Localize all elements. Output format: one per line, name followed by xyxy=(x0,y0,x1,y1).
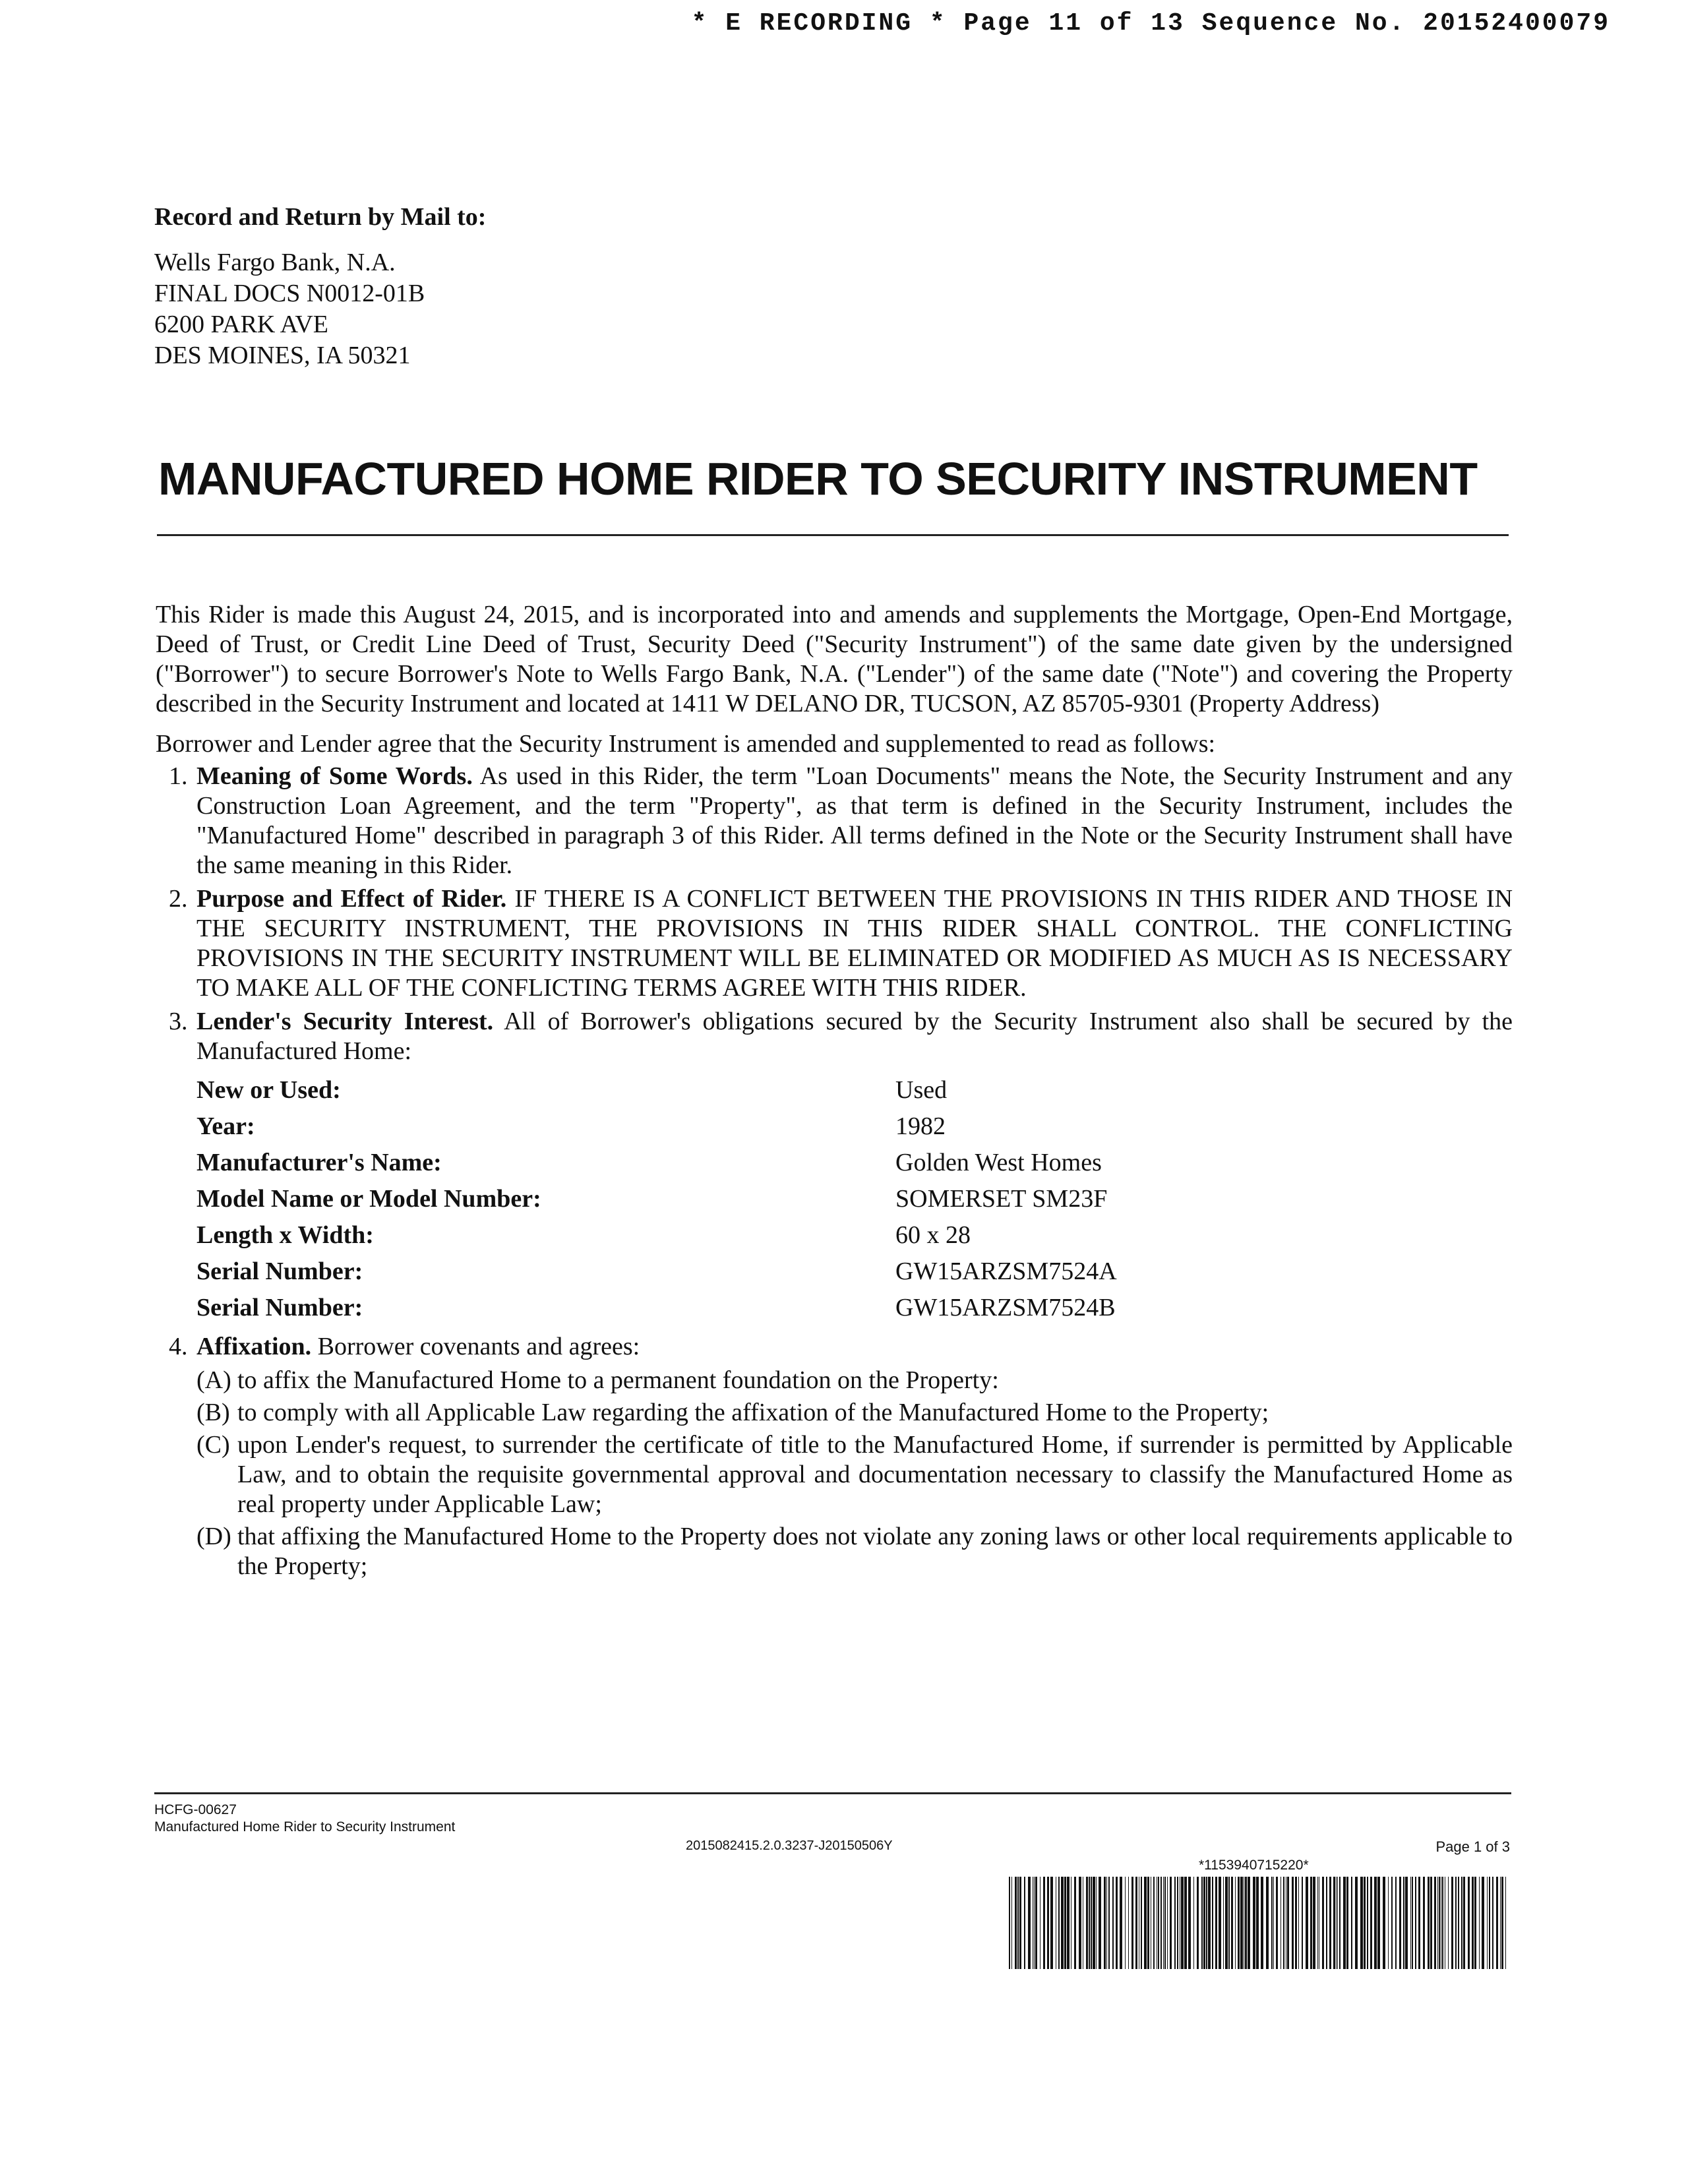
barcode-bar xyxy=(1047,1877,1049,1969)
barcode-icon xyxy=(1009,1877,1510,1969)
barcode-bar xyxy=(1468,1877,1470,1969)
barcode-bar xyxy=(1442,1877,1443,1969)
barcode-bar xyxy=(1144,1877,1147,1969)
footer-divider xyxy=(154,1792,1511,1794)
spec-value: SOMERSET SM23F xyxy=(895,1185,1108,1213)
agreement-line: Borrower and Lender agree that the Security Instrument is amended and supplemented to read as follows: xyxy=(156,730,1216,758)
barcode-bar xyxy=(1153,1877,1155,1969)
title-divider xyxy=(157,534,1509,536)
barcode-bar xyxy=(1067,1877,1070,1969)
barcode-bar xyxy=(1418,1877,1420,1969)
barcode-bar xyxy=(1091,1877,1092,1969)
barcode-bar xyxy=(1112,1877,1114,1969)
barcode-bar xyxy=(1383,1877,1385,1969)
section-heading: Purpose and Effect of Rider. xyxy=(196,885,507,913)
section-heading: Lender's Security Interest. xyxy=(196,1008,494,1035)
return-address-line: 6200 PARK AVE xyxy=(154,311,328,338)
barcode-bar xyxy=(1050,1877,1053,1969)
barcode-bar xyxy=(1405,1877,1408,1969)
barcode-bar xyxy=(1231,1877,1233,1969)
barcode-bar xyxy=(1160,1877,1162,1969)
barcode-bar xyxy=(1403,1877,1404,1969)
barcode-bar xyxy=(1360,1877,1363,1969)
affixation-item xyxy=(196,1430,1513,1519)
return-address-line: DES MOINES, IA 50321 xyxy=(154,342,411,369)
barcode-bar xyxy=(1337,1877,1338,1969)
barcode-bar xyxy=(1215,1877,1217,1969)
section-number: 1. xyxy=(169,762,188,790)
spec-row xyxy=(196,1184,1117,1221)
barcode-bar xyxy=(1240,1877,1243,1969)
barcode-bar xyxy=(1256,1877,1259,1969)
barcode-bar xyxy=(1116,1877,1118,1969)
barcode-bar xyxy=(1355,1877,1358,1969)
barcode-bar xyxy=(1015,1877,1017,1969)
barcode-bar xyxy=(1410,1877,1411,1969)
barcode-bar xyxy=(1306,1877,1308,1969)
barcode-bar xyxy=(1208,1877,1211,1969)
barcode-bar xyxy=(1158,1877,1159,1969)
barcode-bar xyxy=(1253,1877,1255,1969)
barcode-bar xyxy=(1326,1877,1327,1969)
spec-label: Serial Number: xyxy=(196,1258,363,1285)
barcode-bar xyxy=(1489,1877,1490,1969)
barcode-bar xyxy=(1322,1877,1324,1969)
item-text: upon Lender's request, to surrender the certificate of title to the Manufactured Home, if surrender is permitted by Applicable Law, and to obtain the requisite governmental approval and documentation necessary to classify the Manufactured Home as real property under Applicable Law; xyxy=(237,1431,1513,1518)
barcode-bar xyxy=(1035,1877,1037,1969)
barcode-bar xyxy=(1333,1877,1335,1969)
barcode-bar xyxy=(1423,1877,1425,1969)
barcode-bar xyxy=(1336,1877,1337,1969)
spec-value: Used xyxy=(895,1076,948,1104)
barcode-bar xyxy=(1058,1877,1060,1969)
spec-label: Serial Number: xyxy=(196,1294,363,1321)
section-security-interest xyxy=(156,1007,1513,1066)
section-text: All of Borrower's obligations secured by the Security Instrument also shall be secured by the Manufactured Home: xyxy=(196,1008,1513,1065)
barcode-bar xyxy=(1203,1877,1205,1969)
barcode-bar xyxy=(1346,1877,1348,1969)
barcode-bar xyxy=(1079,1877,1081,1969)
barcode-bar xyxy=(1093,1877,1095,1969)
barcode-bar xyxy=(1238,1877,1240,1969)
barcode-bar xyxy=(1131,1877,1133,1969)
barcode-bar xyxy=(1108,1877,1110,1969)
barcode-bar xyxy=(1374,1877,1377,1969)
spec-label: Year: xyxy=(196,1112,255,1140)
barcode-bar xyxy=(1125,1877,1126,1969)
spec-label: Manufacturer's Name: xyxy=(196,1149,442,1176)
barcode-bar xyxy=(1147,1877,1149,1969)
barcode-bar xyxy=(1276,1877,1278,1969)
barcode-bar xyxy=(1261,1877,1263,1969)
section-affixation xyxy=(156,1332,1513,1362)
form-name: Manufactured Home Rider to Security Instrument xyxy=(154,1819,456,1835)
barcode-bar xyxy=(1061,1877,1064,1969)
barcode-bar xyxy=(1292,1877,1294,1969)
barcode-bar xyxy=(1343,1877,1346,1969)
barcode-bar xyxy=(1043,1877,1045,1969)
barcode-bar xyxy=(1313,1877,1315,1969)
section-number: 2. xyxy=(169,885,188,913)
recording-header: * E RECORDING * Page 11 of 13 Sequence No. 20152400079 xyxy=(691,9,1610,38)
spec-value: GW15ARZSM7524A xyxy=(895,1258,1117,1285)
barcode-bar xyxy=(1245,1877,1247,1969)
section-heading: Affixation. xyxy=(196,1333,312,1360)
barcode-bar xyxy=(1482,1877,1484,1969)
spec-label: Length x Width: xyxy=(196,1221,374,1249)
barcode-bar xyxy=(1412,1877,1413,1969)
barcode-bar xyxy=(1339,1877,1341,1969)
spec-row xyxy=(196,1148,1117,1184)
spec-value: 1982 xyxy=(895,1112,946,1140)
barcode-bar xyxy=(1302,1877,1303,1969)
barcode-bar xyxy=(1434,1877,1436,1969)
barcode-bar xyxy=(1439,1877,1440,1969)
barcode-bar xyxy=(1064,1877,1066,1969)
form-identifier xyxy=(154,1802,455,1836)
barcode-bar xyxy=(1219,1877,1221,1969)
barcode-bar xyxy=(1135,1877,1137,1969)
spec-value: Golden West Homes xyxy=(895,1149,1102,1176)
intro-paragraph: This Rider is made this August 24, 2015, and is incorporated into and amends and supplements the Mortgage, Open-End Mortgage, Deed of Trust, or Credit Line Deed of Trust, Security Deed ("Security Instrument") of the same date given by the undersigned ("Borrower") to secure Borrower's Note to Wells Fargo Bank, N.A. ("Lender") of the same date ("Note") and covering the Property described in the Security Instrument and located at 1411 W DELANO DR, TUCSON, AZ 85705-9301 (Property Address) xyxy=(156,601,1513,717)
barcode-bar xyxy=(1104,1877,1106,1969)
barcode-bar xyxy=(1472,1877,1474,1969)
barcode-bar xyxy=(1487,1877,1488,1969)
barcode-bar xyxy=(1283,1877,1284,1969)
item-text: that affixing the Manufactured Home to the Property does not violate any zoning laws or other local requirements applicable to the Property; xyxy=(237,1523,1513,1580)
barcode-bar xyxy=(1463,1877,1465,1969)
affixation-item xyxy=(196,1398,1513,1428)
barcode-bar xyxy=(1388,1877,1389,1969)
barcode-bar xyxy=(1019,1877,1021,1969)
document-reference: 2015082415.2.0.3237-J20150506Y xyxy=(686,1838,893,1853)
section-heading: Meaning of Some Words. xyxy=(196,762,473,790)
spec-row xyxy=(196,1293,1117,1329)
barcode-bar xyxy=(1225,1877,1228,1969)
section-number: 4. xyxy=(169,1333,188,1360)
section-purpose-effect xyxy=(156,884,1513,1003)
barcode-bar xyxy=(1163,1877,1164,1969)
barcode-bar xyxy=(1223,1877,1224,1969)
barcode-bar xyxy=(1011,1877,1012,1969)
barcode-bar xyxy=(1188,1877,1191,1969)
spec-row xyxy=(196,1221,1117,1257)
item-text: to comply with all Applicable Law regarding the affixation of the Manufactured Home to the Property; xyxy=(237,1399,1269,1426)
barcode-bar xyxy=(1451,1877,1453,1969)
return-address-block xyxy=(154,202,486,371)
barcode-bar xyxy=(1184,1877,1187,1969)
manufactured-home-specs xyxy=(196,1076,1117,1329)
barcode-bar xyxy=(1206,1877,1207,1969)
rider-body xyxy=(156,600,1513,1584)
spec-value: GW15ARZSM7524B xyxy=(895,1294,1116,1321)
section-meaning-of-words xyxy=(156,762,1513,880)
item-text: to affix the Manufactured Home to a permanent foundation on the Property: xyxy=(237,1366,999,1394)
barcode-bar xyxy=(1317,1877,1318,1969)
barcode-bar xyxy=(1437,1877,1438,1969)
barcode-bar xyxy=(1086,1877,1088,1969)
barcode-bar xyxy=(1364,1877,1366,1969)
barcode-bar xyxy=(1248,1877,1250,1969)
item-letter: (A) xyxy=(196,1366,231,1394)
barcode-bar xyxy=(1458,1877,1459,1969)
barcode-bar xyxy=(1367,1877,1368,1969)
spec-row xyxy=(196,1257,1117,1293)
barcode-bar xyxy=(1474,1877,1476,1969)
barcode-bar xyxy=(1273,1877,1274,1969)
barcode-caption: *11539407152​20* xyxy=(1199,1858,1309,1873)
section-text: Borrower covenants and agrees: xyxy=(317,1333,640,1360)
barcode-bar xyxy=(1430,1877,1432,1969)
barcode-bar xyxy=(1024,1877,1025,1969)
barcode-bar xyxy=(1415,1877,1416,1969)
return-heading: Record and Return by Mail to: xyxy=(154,203,487,231)
barcode-bar xyxy=(1106,1877,1107,1969)
barcode-bar xyxy=(1017,1877,1019,1969)
barcode-bar xyxy=(1287,1877,1289,1969)
barcode-bar xyxy=(1074,1877,1076,1969)
barcode-bar xyxy=(1505,1877,1506,1969)
barcode-bar xyxy=(1391,1877,1393,1969)
barcode-bar xyxy=(1479,1877,1480,1969)
barcode-bar xyxy=(1298,1877,1299,1969)
page-indicator: Page 1 of 3 xyxy=(1435,1838,1510,1855)
barcode-bar xyxy=(1164,1877,1166,1969)
barcode-bar xyxy=(1501,1877,1503,1969)
barcode-bar xyxy=(1448,1877,1449,1969)
barcode-bar xyxy=(1099,1877,1101,1969)
barcode-bar xyxy=(1492,1877,1493,1969)
barcode-bar xyxy=(1295,1877,1297,1969)
barcode-bar xyxy=(1399,1877,1401,1969)
document-title: MANUFACTURED HOME RIDER TO SECURITY INSTRUMENT xyxy=(158,453,1478,504)
barcode-bar xyxy=(1395,1877,1397,1969)
item-letter: (B) xyxy=(196,1399,230,1426)
affixation-item xyxy=(196,1366,1513,1395)
spec-row xyxy=(196,1076,1117,1112)
affixation-item xyxy=(196,1522,1513,1581)
item-letter: (C) xyxy=(196,1431,230,1459)
section-number: 3. xyxy=(169,1008,188,1035)
spec-label: New or Used: xyxy=(196,1076,341,1104)
barcode-bar xyxy=(1167,1877,1168,1969)
barcode-bar xyxy=(1120,1877,1122,1969)
return-address-line: FINAL DOCS N0012-01B xyxy=(154,280,425,307)
spec-value: 60 x 28 xyxy=(895,1221,971,1249)
barcode-bar xyxy=(1096,1877,1097,1969)
barcode-bar xyxy=(1310,1877,1312,1969)
form-code: HCFG-00627 xyxy=(154,1802,237,1817)
barcode-bar xyxy=(1228,1877,1230,1969)
return-address-line: Wells Fargo Bank, N.A. xyxy=(154,249,396,276)
section-text: IF THERE IS A CONFLICT BETWEEN THE PROVISIONS IN THIS RIDER AND THOSE IN THE SECURITY INSTRUMENT, THE PROVISIONS IN THIS RIDER SHALL CONTROL. THE CONFLICTING PROVISIONS IN THE SECURITY INSTRUMENT WILL BE ELIMINATED OR MODIFIED AS MUCH AS IS NECESSARY TO MAKE ALL OF THE CONFLICTING TERMS AGREE WITH THIS RIDER. xyxy=(196,885,1513,1002)
barcode-bar xyxy=(1201,1877,1203,1969)
barcode-bar xyxy=(1500,1877,1501,1969)
barcode-bar xyxy=(1174,1877,1176,1969)
barcode-bar xyxy=(1377,1877,1380,1969)
item-letter: (D) xyxy=(196,1523,231,1550)
barcode-bar xyxy=(1212,1877,1213,1969)
barcode-bar xyxy=(1009,1877,1010,1969)
barcode-bar xyxy=(1193,1877,1194,1969)
barcode-bar xyxy=(1235,1877,1236,1969)
barcode-bar xyxy=(1170,1877,1172,1969)
spec-label: Model Name or Model Number: xyxy=(196,1185,541,1213)
barcode-bar xyxy=(1496,1877,1498,1969)
barcode-bar xyxy=(1455,1877,1457,1969)
barcode-bar xyxy=(1177,1877,1178,1969)
barcode-bar xyxy=(1089,1877,1090,1969)
barcode-bar xyxy=(1034,1877,1035,1969)
barcode-bar xyxy=(1329,1877,1331,1969)
barcode-bar xyxy=(1370,1877,1372,1969)
barcode-bar xyxy=(1128,1877,1129,1969)
spec-row xyxy=(196,1112,1117,1148)
barcode-bar xyxy=(1351,1877,1352,1969)
barcode-bar xyxy=(1028,1877,1031,1969)
barcode-bar xyxy=(1197,1877,1199,1969)
section-text: As used in this Rider, the term "Loan Documents" means the Note, the Security Instrument and any Construction Loan Agreement, and the term "Property", as that term is defined in the Security Instrument, includes the "Manufactured Home" described in paragraph 3 of this Rider. All terms defined in the Note or the Security Instrument shall have the same meaning in this Rider. xyxy=(196,762,1513,879)
barcode-bar xyxy=(1428,1877,1430,1969)
barcode-bar xyxy=(1181,1877,1184,1969)
barcode-bar xyxy=(1141,1877,1142,1969)
barcode-bar xyxy=(1266,1877,1269,1969)
barcode-bar xyxy=(1461,1877,1462,1969)
barcode-bar xyxy=(1271,1877,1273,1969)
